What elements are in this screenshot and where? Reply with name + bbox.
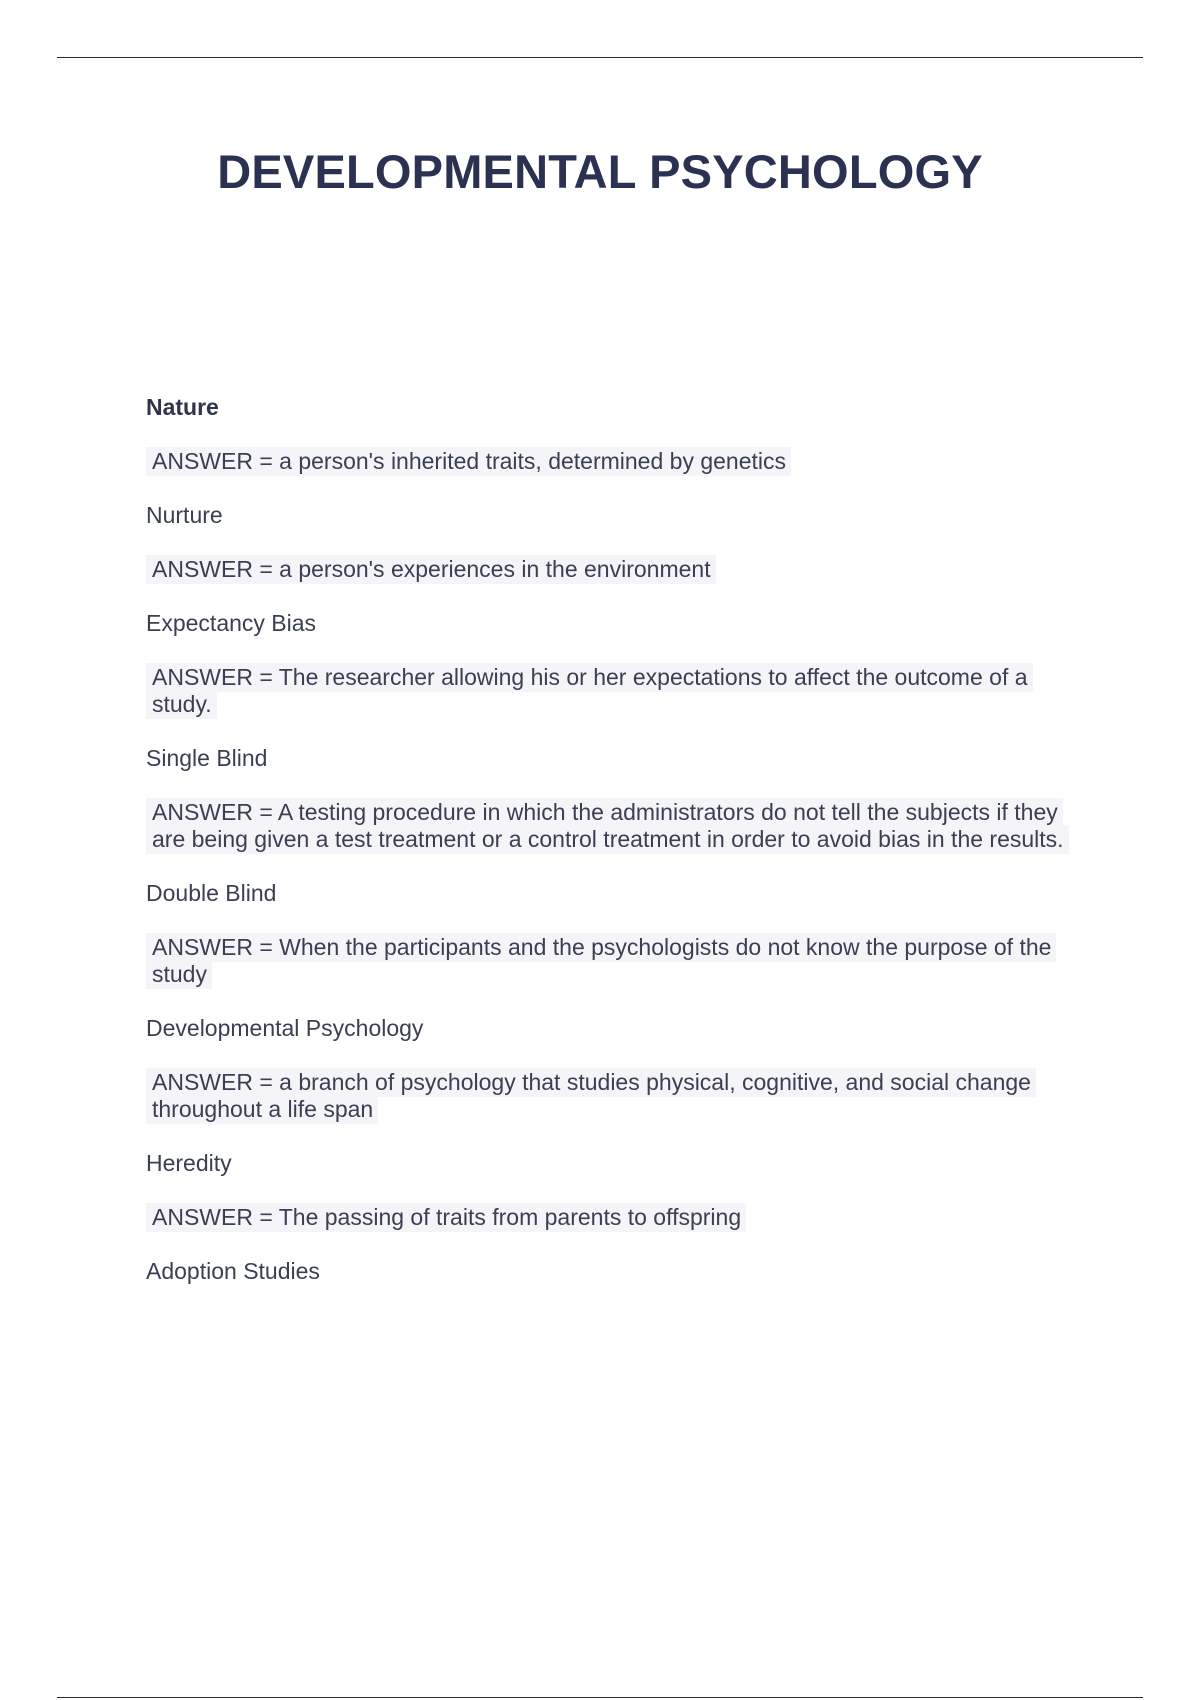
answer-developmental-psychology bbox=[146, 1069, 1076, 1123]
term-nature: Nature bbox=[146, 394, 219, 420]
bottom-rule bbox=[57, 1697, 1143, 1698]
answer-text: ANSWER = When the participants and the psychologists do not know the purpose of the study bbox=[146, 933, 1056, 989]
answer-text: ANSWER = a person's inherited traits, determined by genetics bbox=[146, 447, 791, 476]
term-single-blind: Single Blind bbox=[146, 745, 268, 771]
term-nurture: Nurture bbox=[146, 502, 223, 528]
term-heredity: Heredity bbox=[146, 1150, 232, 1176]
term-developmental-psychology: Developmental Psychology bbox=[146, 1015, 424, 1041]
answer-expectancy-bias bbox=[146, 664, 1076, 718]
answer-text: ANSWER = a branch of psychology that studies physical, cognitive, and social change throughout a life span bbox=[146, 1068, 1036, 1124]
answer-text: ANSWER = The passing of traits from parents to offspring bbox=[146, 1203, 746, 1232]
answer-nurture bbox=[146, 556, 1076, 583]
document-title: DEVELOPMENTAL PSYCHOLOGY bbox=[217, 145, 983, 198]
answer-text: ANSWER = The researcher allowing his or her expectations to affect the outcome of a study. bbox=[146, 663, 1033, 719]
answer-text: ANSWER = A testing procedure in which the administrators do not tell the subjects if they are being given a test treatment or a control treatment in order to avoid bias in the results. bbox=[146, 798, 1069, 854]
flashcard-list bbox=[146, 393, 1076, 1312]
answer-nature bbox=[146, 448, 1076, 475]
answer-single-blind bbox=[146, 799, 1076, 853]
term-expectancy-bias: Expectancy Bias bbox=[146, 610, 317, 636]
answer-double-blind bbox=[146, 934, 1076, 988]
term-double-blind: Double Blind bbox=[146, 880, 277, 906]
top-rule bbox=[57, 57, 1143, 58]
answer-text: ANSWER = a person's experiences in the environment bbox=[146, 555, 716, 584]
term-adoption-studies: Adoption Studies bbox=[146, 1258, 320, 1284]
answer-heredity bbox=[146, 1204, 1076, 1231]
